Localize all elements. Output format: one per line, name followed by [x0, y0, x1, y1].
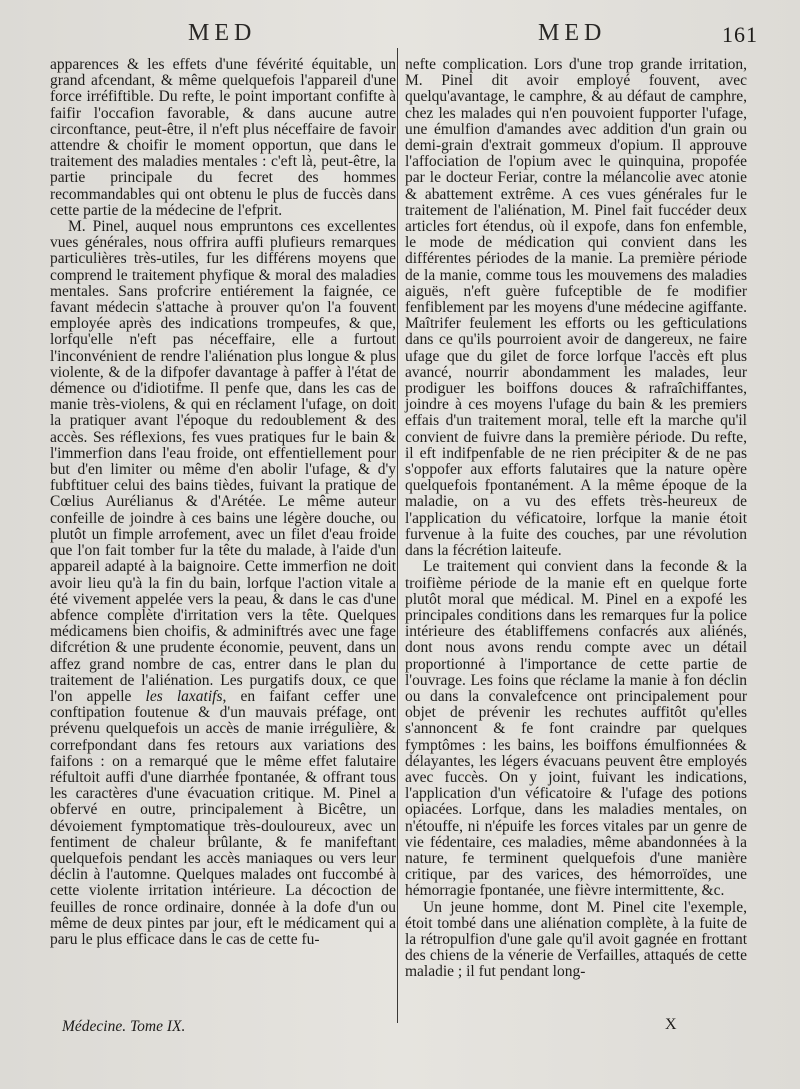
page-number: 161	[722, 22, 758, 47]
italic-term: les laxatifs	[145, 687, 223, 705]
paragraph: apparences & les effets d'une févérité équitable, un grand afcendant, & même quelquefois l'appareil d'une force irréfiftible. Du refte, le point important confifte à faifir l'occafion favorable, & dans aucune autre circonftance, peut-être, il n'eft plus néceffaire de favoir attendre & choifir le moment opportun, que dans le traitement des maladies mentales : c'eft là, peut-être, la partie principale du fecret des hommes recommandables qui ont obtenu le plus de fuccès dans cette partie de la médecine de l'efprit.	[50, 56, 396, 219]
footer-volume-title: Médecine. Tome IX.	[62, 1018, 186, 1035]
running-head-right: MED	[538, 20, 607, 46]
left-column	[50, 57, 396, 948]
right-column	[405, 57, 747, 981]
paragraph-text: , en faifant ceffer une conftipation foutenue & d'un mauvais préfage, ont prévenu quelquefois un accès de manie irrégulière, & correfpondant dans fes retours aux variations des faifons : on a remarqué que le même effet falutaire réfultoit auffi d'une diarrhée fpontanée, & offrant tous les caractères d'une évacuation critique. M. Pinel a obfervé en outre, principalement à Bicêtre, un dévoiement fymptomatique très-douloureux, avec un fentiment de chaleur brûlante, & fe manifeftant quelquefois pendant les accès maniaques ou vers leur déclin à l'automne. Quelques malades ont fuccombé à cette violente irritation intérieure. La décoction de feuilles de ronce ordinaire, donnée à la dofe d'un ou même de deux pintes par jour, eft le médicament qui a paru le plus efficace dans le cas de cette fu-	[50, 687, 396, 948]
column-divider	[397, 48, 398, 1023]
paragraph	[50, 219, 396, 948]
paragraph: Un jeune homme, dont M. Pinel cite l'exemple, étoit tombé dans une aliénation complète, à la fuite de la rétropulfion d'une gale qu'il avoit gagnée en frottant des chiens de la vénerie de Verfailles, attaqués de cette maladie ; il fut pendant long-	[405, 898, 747, 981]
paragraph: nefte complication. Lors d'une trop grande irritation, M. Pinel dit avoir employé fouvent, avec quelqu'avantage, le camphre, & au défaut de camphre, chez les malades qui n'en pouvoient fupporter l'ufage, une émulfion d'amandes avec addition d'un grain ou demi-grain d'extrait gommeux d'opium. Il approuve l'affociation de l'opium avec le quinquina, propofée par le docteur Feriar, contre la mélancolie avec atonie & abattement extrême. A ces vues générales fur le traitement de l'aliénation, M. Pinel fait fuccéder deux articles fort étendus, où il expofe, dans fon enfemble, le mode de médication qui convient dans les différentes périodes de la manie. La première période de la manie, comme tous les mouvemens des maladies aiguës, n'eft guère fufceptible de fe modifier fenfiblement par les moyens d'une médecine agiffante. Maîtrifer feulement les efforts ou les gefticulations dans ce qu'ils pourroient avoir de dangereux, ne faire ufage que du gilet de force lorfque l'accès eft plus avancé, nourrir abondamment les malades, leur prodiguer les boiffons douces & rafraîchiffantes, joindre à ces moyens l'ufage du bain & les premiers effais d'un traitement moral, telle eft la marche qu'il convient de fuivre dans la première période. Du refte, il eft indifpenfable de ne rien précipiter & de ne pas s'oppofer aux efforts falutaires que la nature opère quelquefois fpontanément. A la même époque de la maladie, on a vu des effets très-heureux de l'application du véficatoire, lorfque la manie étoit furvenue à la fuite des couches, par une révolution dans la fécrétion laiteufe.	[405, 56, 747, 560]
paragraph-text: M. Pinel, auquel nous empruntons ces excellentes vues générales, nous offrira auffi plufieurs remarques particulières très-utiles, fur les différens moyens que comprend le traitement phyfique & moral des maladies mentales. Sans profcrire entiérement la faignée, ce favant médecin s'attache à prouver qu'on l'a fouvent employée après des indications trompeufes, & que, lorfqu'elle n'eft pas néceffaire, elle a furtout l'inconvénient de rendre l'aliénation plus longue & plus violente, & de la difpofer davantage à paffer à l'état de démence ou d'idiotifme. Il penfe que, dans les cas de manie très-violens, & qui en réclament l'ufage, on doit la pratiquer avant l'époque du redoublement & des accès. Ses réflexions, fes vues pratiques fur le bain & l'immerfion dans l'eau froide, ont effentiellement pour but d'en limiter ou même d'en abolir l'ufage, & d'y fubftituer celui des bains tièdes, fuivant la pratique de Cœlius Aurélianus & d'Arétée. Le même auteur confeille de joindre à ces bains une légère douche, ou plutôt un fimple arrofement, avec un filet d'eau froide que l'on fait tomber fur la tête du malade, à l'aide d'un appareil adapté à la baignoire. Cette immerfion ne doit avoir lieu qu'à la fin du bain, lorfque l'action vitale a été vivement appelée vers la peau, & dans le cas d'une abfence complète d'irritation vers la tête. Quelques médicamens bien choifis, & adminiftrés avec une fage difcrétion & une prudente économie, peuvent, dans un affez grand nombre de cas, entrer dans le plan du traitement de l'aliénation. Les purgatifs doux, ce que l'on appelle	[50, 218, 396, 705]
signature-mark: X	[665, 1016, 677, 1033]
paragraph: Le traitement qui convient dans la feconde & la troifième période de la manie eft en quelque forte plutôt moral que médical. M. Pinel en a expofé les principales conditions dans les remarques fur la police intérieure des établiffemens confacrés aux aliénés, dont nous avons rendu compte avec un détail proportionné à l'importance de cette partie de l'ouvrage. Les foins que réclame la manie à fon déclin ou dans la convalefcence ont principalement pour objet de prévenir les rechutes auffitôt qu'elles s'annoncent & fe font craindre par quelques fymptômes : les bains, les boiffons émulfionnées & délayantes, les légers évacuans peuvent être employés avec fuccès. On y joint, fuivant les indications, l'application d'un véficatoire & l'ufage des potions opiacées. Lorfque, dans les maladies mentales, on n'étouffe, ni n'épuife les forces vitales par un genre de vie fédentaire, ces maladies, même abandonnées à la nature, fe terminent quelquefois d'une manière critique, par des varices, des hémorroïdes, une hémorragie fpontanée, une fièvre intermittente, &c.	[405, 558, 747, 900]
running-head-left: MED	[188, 20, 257, 46]
